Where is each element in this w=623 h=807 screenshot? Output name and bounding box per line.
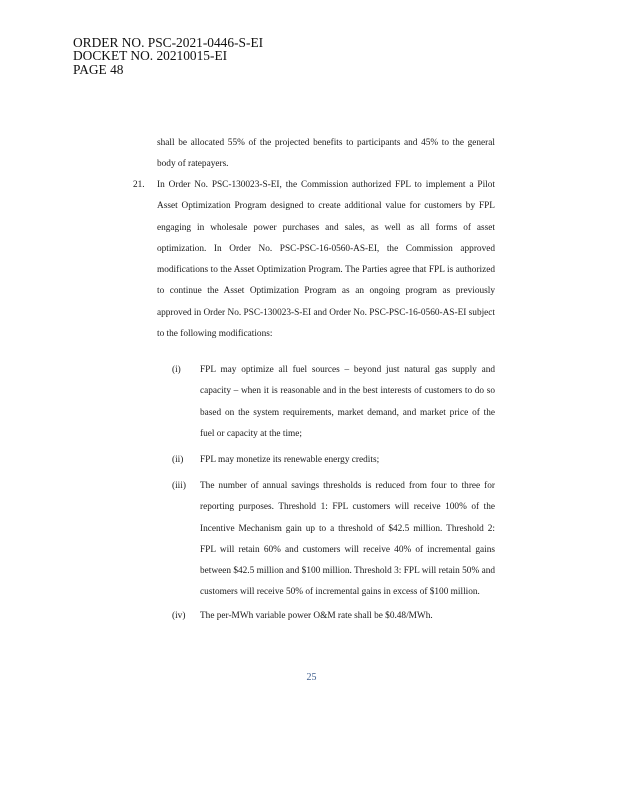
list-item-marker: (i) xyxy=(172,365,181,375)
docket-number: DOCKET NO. 20210015-EI xyxy=(73,48,228,64)
list-item-text: FPL may monetize its renewable energy credits; xyxy=(200,455,380,465)
header-page-label: PAGE 48 xyxy=(73,61,124,77)
order-number: ORDER NO. PSC-2021-0446-S-EI xyxy=(73,35,264,50)
list-item-marker: (ii) xyxy=(172,455,184,465)
continuation-paragraph: shall be allocated 55% of the projected benefits to participants and 45% to the general body of ratepayers. xyxy=(157,138,495,170)
list-item-marker: (iv) xyxy=(172,611,186,621)
paragraph-text: In Order No. PSC-130023-S-EI, the Commission authorized FPL to implement a Pilot Asset Optimization Program designed to create additional value for customers by FPL engaging in wholesale power purchases and sales, as well as all forms of asset optimization. In Order No. PSC-PSC-16-0560-AS-EI, the Commission approved modifications to the Asset Optimization Program. The Parties agree that FPL is authorized to continue the Asset Optimization Program as an ongoing program as previously approved in Order No. PSC-130023-S-EI and Order No. PSC-PSC-16-0560-AS-EI subject to the following modifications: xyxy=(157,180,496,340)
paragraph-number: 21. xyxy=(133,180,145,190)
list-item-text: The per-MWh variable power O&M rate shall be $0.48/MWh. xyxy=(200,611,433,621)
list-item-marker: (iii) xyxy=(172,481,186,491)
list-item-text: The number of annual savings thresholds is reduced from four to three for reporting purposes. Threshold 1: FPL customers will receive 100% of the Incentive Mechanism gain up to a threshold of $42.5 million. Threshold 2: FPL will retain 60% and customers will receive 40% of incremental gains between $42.5 million and $100 million. Threshold 3: FPL will retain 50% and customers will receive 50% of incremental gains in excess of $100 million. xyxy=(200,481,495,598)
document-header xyxy=(73,36,263,76)
page-number: 25 xyxy=(306,672,317,683)
list-item-text: FPL may optimize all fuel sources – beyond just natural gas supply and capacity – when it is reasonable and in the best interests of customers to do so based on the system requirements, market demand, and market price of the fuel or capacity at the time; xyxy=(200,365,495,439)
